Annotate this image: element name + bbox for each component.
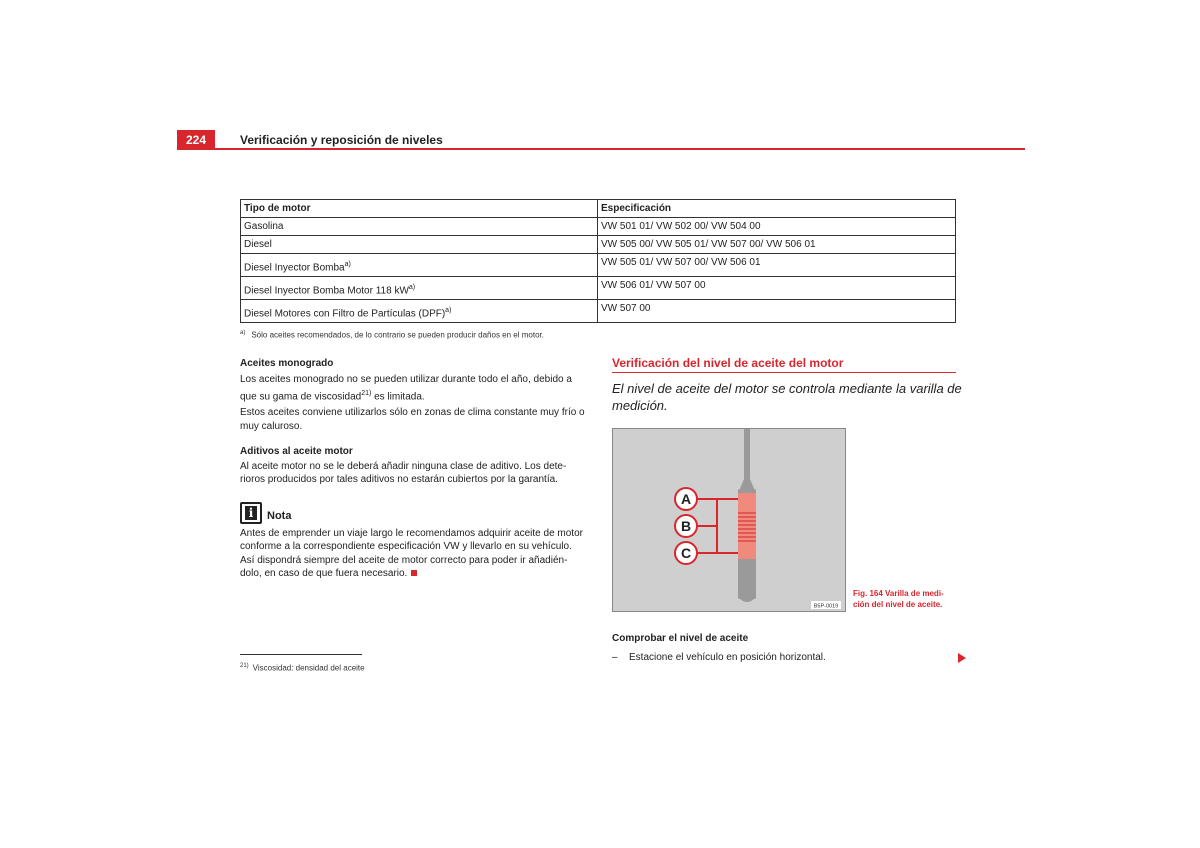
cell-spec: VW 505 00/ VW 505 01/ VW 507 00/ VW 506 01 xyxy=(598,236,956,254)
header-rule xyxy=(177,148,1025,150)
footnote-ref: a) xyxy=(445,306,452,314)
section-intro: El nivel de aceite del motor se controla mediante la varilla de medición. xyxy=(612,381,962,413)
svg-text:C: C xyxy=(680,545,692,561)
table-row xyxy=(241,218,956,236)
table-row xyxy=(241,300,956,323)
table-row xyxy=(241,254,956,277)
cell-spec: VW 506 01/ VW 507 00 xyxy=(598,277,956,300)
oil-spec-table xyxy=(240,199,956,323)
column-header-motor: Tipo de motor xyxy=(241,200,598,218)
cell-motor: Diesel Inyector Bomba$^{a)}$ xyxy=(241,254,598,277)
cell-spec: VW 505 01/ VW 507 00/ VW 506 01 xyxy=(598,254,956,277)
column-header-spec: Especificación xyxy=(598,200,956,218)
page-header-title: Verificación y reposición de niveles xyxy=(240,133,443,147)
table-row xyxy=(241,277,956,300)
svg-text:A: A xyxy=(680,491,692,507)
figure-code: B5P-0019 xyxy=(813,603,839,610)
dipstick-illustration xyxy=(613,429,845,611)
paragraph-aditivos-line2: rioros producidos por tales aditivos no estarán cubiertos por la garantía. xyxy=(240,474,558,485)
heading-comprobar: Comprobar el nivel de aceite xyxy=(612,633,749,644)
cell-motor: Diesel Inyector Bomba Motor 118 $kW^{a)}$ xyxy=(241,277,598,300)
cell-spec: VW 501 01/ VW 502 00/ VW 504 00 xyxy=(598,218,956,236)
svg-text:B: B xyxy=(680,518,692,534)
note-line: dolo, en caso de que fuera necesario. xyxy=(240,567,585,581)
footnote-ref: a) xyxy=(408,283,416,291)
cell-motor: Diesel Motores con Filtro de Partículas (DPF)$^{a)}$ xyxy=(241,300,598,323)
note-label: Nota xyxy=(267,510,292,522)
continue-arrow-icon xyxy=(958,653,966,663)
heading-aditivos: Aditivos al aceite motor xyxy=(240,446,353,457)
section-title: Verificación del nivel de aceite del motor xyxy=(612,356,844,370)
table-footnote: $^{a)}$ Sólo aceites recomendados, de lo contrario se pueden producir daños en el motor. xyxy=(240,330,544,340)
marker-b xyxy=(675,515,697,537)
section-rule xyxy=(612,372,956,373)
cell-motor: Diesel xyxy=(241,236,598,254)
paragraph-monogrado-2: Estos aceites conviene utilizarlos sólo en zonas de clima constante muy frío o muy caluroso. xyxy=(240,407,585,432)
table-row xyxy=(241,236,956,254)
info-icon: i xyxy=(240,502,262,524)
note-line: Así dispondrá siempre del aceite de motor correcto para poder ir añadién- xyxy=(240,555,568,566)
cell-motor: Gasolina xyxy=(241,218,598,236)
footnote-ref: a) xyxy=(344,260,351,268)
footnote-ref: 21) xyxy=(361,389,372,397)
step-bullet: – xyxy=(612,652,618,663)
step-text: Estacione el vehículo en posición horizontal. xyxy=(629,652,826,663)
footnote-viscosidad: $^{21)}$ Viscosidad: densidad del aceite xyxy=(240,663,365,673)
page-number: 224 xyxy=(177,130,215,150)
cell-spec: VW 507 00 xyxy=(598,300,956,323)
paragraph-monogrado-1: Los aceites monogrado no se pueden utilizar durante todo el año, debido a que su gama de viscosidad$^{21)}$ es limitada. xyxy=(240,374,572,402)
paragraph-aditivos-line1: Al aceite motor no se le deberá añadir ninguna clase de aditivo. Los dete- xyxy=(240,461,567,472)
dipstick-figure xyxy=(612,428,846,612)
marker-a xyxy=(675,488,697,510)
heading-aceites-monogrado: Aceites monogrado xyxy=(240,358,334,369)
table-header-row xyxy=(241,200,956,218)
oil-level-zone xyxy=(738,493,756,559)
figure-caption: Fig. 164 Varilla de medi- ción del nivel de aceite. xyxy=(853,589,944,609)
end-of-section-icon xyxy=(411,570,417,576)
dipstick-rod xyxy=(744,429,750,479)
footnote-rule xyxy=(240,654,362,655)
marker-c xyxy=(675,542,697,564)
note-line: Antes de emprender un viaje largo le recomendamos adquirir aceite de motor xyxy=(240,528,583,539)
note-line: conforme a la correspondiente especificación VW y llevarlo en su vehículo. xyxy=(240,541,572,552)
